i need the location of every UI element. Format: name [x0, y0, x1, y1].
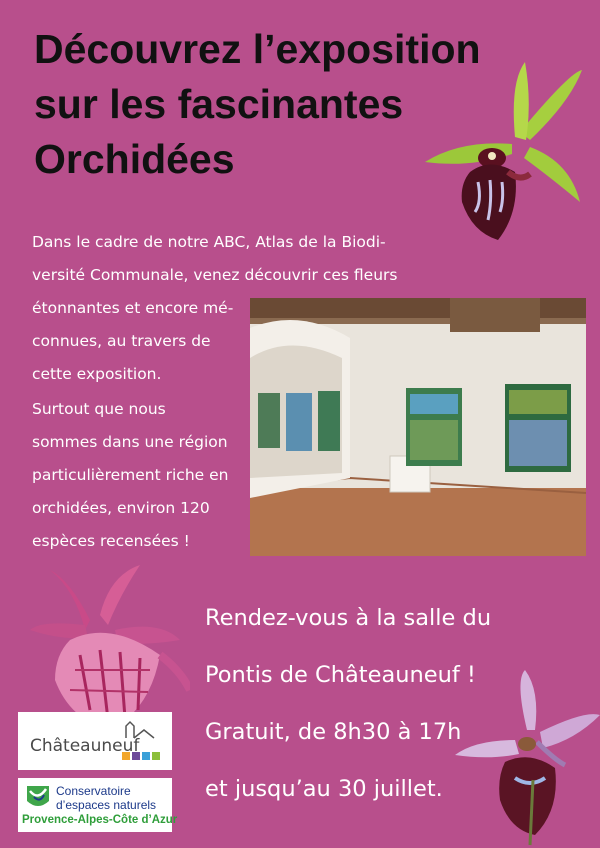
rdv-line: et jusqu’au 30 juillet. — [205, 776, 443, 802]
rdv-line: Pontis de Châteauneuf ! — [205, 662, 476, 688]
intro-line: versité Communale, venez découvrir ces fleurs — [32, 266, 398, 284]
title-line-1: Découvrez l’exposition — [34, 26, 481, 72]
rdv-line: Rendez-vous à la salle du — [205, 605, 492, 631]
title-line-2: sur les fascinantes — [34, 81, 404, 127]
intro-line: cette exposition. — [32, 365, 162, 383]
cen-leaf-icon — [24, 783, 52, 811]
cen-line-2: d’espaces naturels — [56, 798, 157, 812]
orchid-bottom-right-icon — [455, 670, 600, 848]
intro-line: sommes dans une région — [32, 433, 228, 451]
cen-paca-logo — [18, 778, 178, 832]
intro-line: Surtout que nous — [32, 400, 166, 418]
intro-line: orchidées, environ 120 — [32, 499, 210, 517]
chateauneuf-logo-text: Châteauneuf — [30, 736, 140, 756]
cen-line-1: Conservatoire — [56, 784, 131, 798]
title-line-3: Orchidées — [34, 136, 235, 182]
exhibition-photo — [250, 298, 586, 556]
rdv-line: Gratuit, de 8h30 à 17h — [205, 719, 462, 745]
intro-line: connues, au travers de — [32, 332, 211, 350]
orchid-top-icon — [420, 62, 585, 252]
cen-line-3: Provence-Alpes-Côte d’Azur — [22, 814, 178, 826]
poster-title — [34, 22, 481, 187]
intro-line: Dans le cadre de notre ABC, Atlas de la Biodi- — [32, 233, 386, 251]
chateauneuf-logo — [18, 712, 172, 770]
intro-line: étonnantes et encore mé- — [32, 299, 234, 317]
orchid-left-icon — [30, 560, 190, 735]
intro-line: espèces recensées ! — [32, 532, 190, 550]
intro-line: particulièrement riche en — [32, 466, 229, 484]
